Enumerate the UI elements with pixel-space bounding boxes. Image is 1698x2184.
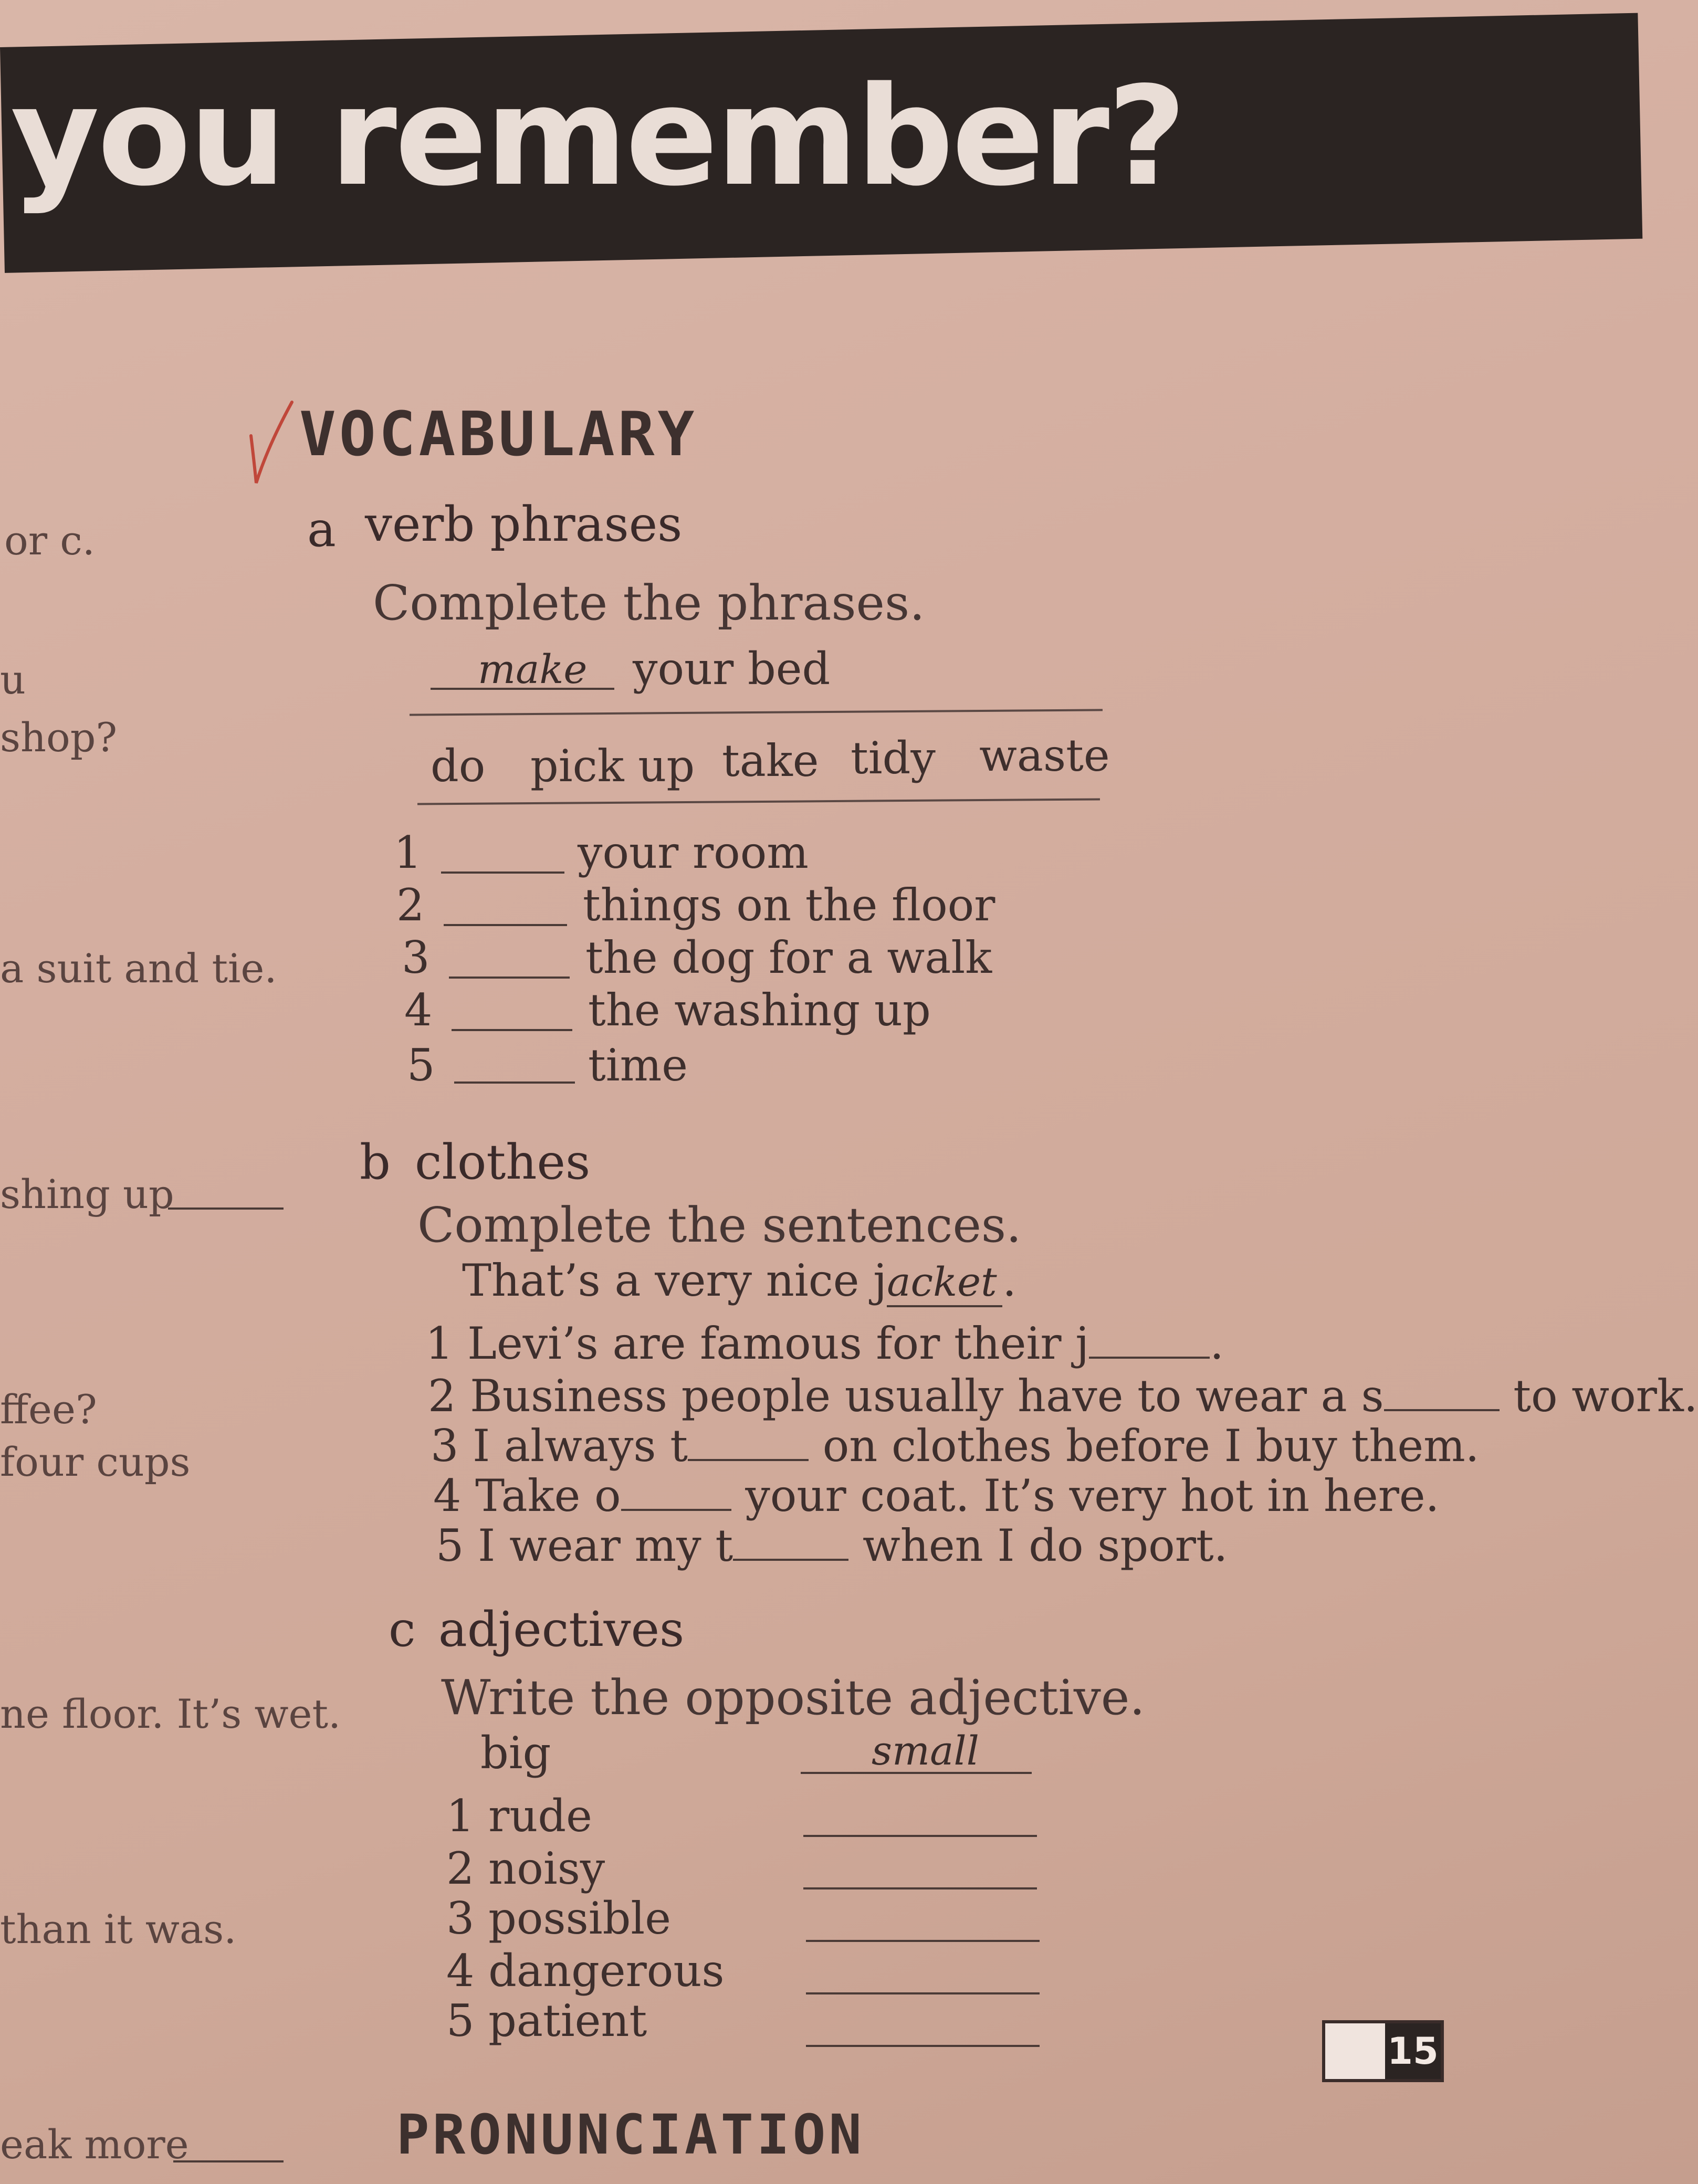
margin-text: than it was. — [0, 1906, 237, 1952]
page-title: you remember? — [11, 58, 1185, 216]
item-number: 4 — [446, 1945, 475, 1997]
page-number-box — [1322, 2020, 1444, 2082]
word-bank-item: tidy — [851, 732, 936, 784]
section-c-instruction: Write the opposite adjective. — [441, 1670, 1145, 1726]
margin-text: ffee? — [0, 1386, 97, 1433]
section-c-letter: c — [389, 1601, 416, 1657]
answer-blank[interactable] — [733, 1559, 848, 1561]
sentence-row — [431, 1420, 1479, 1472]
margin-text: eak more — [0, 2121, 189, 2168]
sentence-row — [428, 1370, 1698, 1422]
word-bank-item: pick up — [530, 740, 695, 792]
example-sentence — [462, 1255, 1016, 1307]
answer-blank[interactable] — [803, 1887, 1037, 1889]
margin-text: or c. — [4, 517, 95, 564]
item-number: 1 — [446, 1790, 475, 1842]
margin-text: u — [0, 656, 26, 703]
adjective-word: possible — [488, 1893, 671, 1944]
item-number: 2 — [446, 1843, 475, 1894]
answer-blank[interactable] — [452, 1029, 572, 1031]
item-number: 5 — [446, 1995, 475, 2046]
section-b-letter: b — [360, 1134, 391, 1190]
adjective-row — [446, 1995, 647, 2046]
section-b-title: clothes — [415, 1134, 591, 1190]
item-number: 1 — [425, 1318, 454, 1369]
adjective-row — [446, 1843, 605, 1894]
item-number: 5 — [436, 1520, 464, 1571]
item-number: 1 — [394, 827, 422, 878]
sentence-start: Take o — [475, 1470, 621, 1521]
sentence-start: I always t — [473, 1420, 688, 1472]
answer-blank[interactable] — [806, 1992, 1040, 1994]
sentence-start: I wear my t — [478, 1520, 733, 1571]
word-bank-item: take — [722, 735, 819, 786]
adjective-row — [446, 1945, 725, 1997]
phrase-text: the dog for a walk — [585, 932, 992, 983]
item-number: 2 — [396, 879, 425, 931]
word-bank-item: do — [431, 740, 486, 792]
pronunciation-heading: PRONUNCIATION — [396, 2103, 865, 2167]
example-word: big — [480, 1727, 551, 1779]
sentence-row — [433, 1470, 1439, 1521]
phrase-text: things on the floor — [583, 879, 995, 931]
phrase-text: time — [588, 1040, 688, 1091]
section-a-instruction: Complete the phrases. — [373, 575, 925, 631]
item-number: 3 — [402, 932, 430, 983]
sentence-end: your coat. It’s very hot in here. — [745, 1470, 1440, 1521]
sentence-end: . — [1210, 1318, 1224, 1369]
answer-blank[interactable] — [1089, 1357, 1210, 1359]
item-number: 4 — [433, 1470, 462, 1521]
margin-text: a suit and tie. — [0, 945, 277, 992]
section-a-letter: a — [307, 501, 336, 558]
answer-blank[interactable] — [454, 1082, 575, 1084]
answer-blank[interactable] — [806, 2045, 1040, 2047]
answer-blank[interactable] — [803, 1835, 1037, 1837]
answer-blank[interactable] — [806, 1940, 1040, 1942]
word-bank-item: waste — [979, 730, 1110, 781]
item-number: 3 — [446, 1893, 475, 1944]
answer-blank[interactable] — [441, 872, 564, 874]
adjective-word: noisy — [488, 1843, 605, 1894]
adjective-word: patient — [488, 1995, 647, 2046]
answer-blank[interactable] — [1384, 1409, 1500, 1411]
section-c-title: adjectives — [438, 1601, 685, 1657]
sentence-end: to work. — [1513, 1370, 1698, 1422]
answer-blank[interactable] — [449, 976, 570, 979]
sentence-row — [436, 1520, 1228, 1571]
example-answer: small — [872, 1727, 979, 1774]
vocabulary-heading: VOCABULARY — [299, 399, 698, 470]
margin-text: shop? — [0, 714, 118, 761]
adjective-word: dangerous — [488, 1945, 725, 1997]
item-number: 4 — [404, 984, 433, 1036]
sentence-row — [425, 1318, 1224, 1369]
sentence-start: Business people usually have to wear a s — [470, 1370, 1384, 1422]
word-bank-top-rule — [410, 709, 1103, 716]
sentence-end: on clothes before I buy them. — [822, 1420, 1480, 1472]
example-answer: acket — [887, 1258, 1002, 1307]
adjective-word: rude — [488, 1790, 592, 1842]
item-number: 3 — [431, 1420, 459, 1472]
adjective-row — [446, 1893, 671, 1944]
example-prefix: That’s a very nice j — [462, 1255, 887, 1306]
answer-blank[interactable] — [688, 1459, 809, 1461]
section-b-instruction: Complete the sentences. — [417, 1197, 1022, 1253]
answer-blank[interactable] — [444, 924, 567, 926]
checkmark-icon — [247, 399, 294, 488]
item-number: 5 — [407, 1040, 435, 1091]
margin-blank — [168, 1208, 284, 1210]
section-a-title: verb phrases — [365, 496, 683, 552]
page-number: 15 — [1385, 2023, 1441, 2079]
margin-text: ne floor. It’s wet. — [0, 1690, 341, 1737]
phrase-text: your room — [578, 827, 809, 878]
margin-blank — [173, 2160, 284, 2162]
word-bank-bottom-rule — [417, 798, 1100, 805]
item-number: 2 — [428, 1370, 456, 1422]
margin-text: shing up — [0, 1171, 174, 1217]
example-text: your bed — [633, 643, 831, 695]
sentence-start: Levi’s are famous for their j — [467, 1318, 1089, 1369]
answer-blank[interactable] — [621, 1509, 731, 1511]
margin-text: four cups — [0, 1438, 191, 1485]
phrase-text: the washing up — [588, 984, 931, 1036]
example-suffix: . — [1002, 1255, 1016, 1306]
example-answer: make — [478, 646, 588, 692]
adjective-row — [446, 1790, 592, 1842]
sentence-end: when I do sport. — [862, 1520, 1228, 1571]
